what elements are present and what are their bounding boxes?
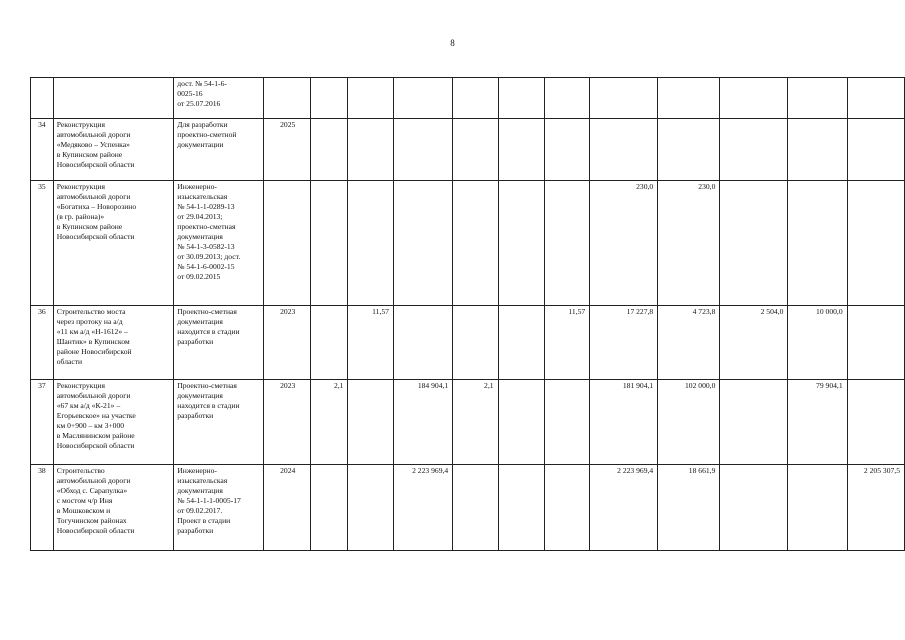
object-name-cell: Строительство автомобильной дороги «Обход с. Сарапулка» с мостом ч/р Иня в Мошковском и Тогучинском районах Новосибирской области — [53, 465, 174, 551]
value-cell — [720, 181, 788, 306]
object-name-cell: Реконструкция автомобильной дороги «Медяково – Успенка» в Купинском районе Новосибирской области — [53, 119, 174, 181]
value-cell: 2 205 307,5 — [847, 465, 904, 551]
value-cell: 181 904,1 — [590, 380, 658, 465]
value-cell — [348, 78, 394, 119]
value-cell — [658, 78, 720, 119]
value-cell: 2,1 — [453, 380, 498, 465]
page-number: 8 — [450, 38, 455, 48]
value-cell — [348, 465, 394, 551]
value-cell: 2 223 969,4 — [393, 465, 452, 551]
year-cell — [264, 181, 310, 306]
value-cell — [658, 119, 720, 181]
value-cell — [348, 181, 394, 306]
object-name-cell: Реконструкция автомобильной дороги «Богатиха – Новорозино (в гр. района)» в Купинском районе Новосибирской области — [53, 181, 174, 306]
value-cell: 11,57 — [544, 306, 590, 380]
value-cell — [544, 465, 590, 551]
value-cell — [788, 465, 847, 551]
value-cell — [720, 119, 788, 181]
value-cell — [720, 78, 788, 119]
table-row — [31, 465, 905, 551]
value-cell — [544, 78, 590, 119]
value-cell — [310, 306, 348, 380]
value-cell — [544, 181, 590, 306]
row-number-cell: 36 — [31, 306, 54, 380]
documentation-cell: Проектно-сметная документация находится в стадии разработки — [174, 306, 264, 380]
value-cell — [453, 465, 498, 551]
value-cell — [498, 119, 544, 181]
value-cell — [498, 306, 544, 380]
value-cell — [310, 119, 348, 181]
value-cell — [590, 119, 658, 181]
value-cell — [788, 78, 847, 119]
value-cell — [847, 78, 904, 119]
year-cell: 2024 — [264, 465, 310, 551]
value-cell — [788, 119, 847, 181]
value-cell — [544, 380, 590, 465]
table-row — [31, 380, 905, 465]
value-cell: 4 723,8 — [658, 306, 720, 380]
value-cell — [544, 119, 590, 181]
value-cell: 2,1 — [310, 380, 348, 465]
value-cell: 102 000,0 — [658, 380, 720, 465]
documentation-cell: Для разработки проектно-сметной документации — [174, 119, 264, 181]
object-name-cell: Реконструкция автомобильной дороги «67 км а/д «К-21» – Егорьевское» на участке км 0+900 – км 3+000 в Маслянинском районе Новосибирской области — [53, 380, 174, 465]
value-cell — [847, 306, 904, 380]
row-number-cell — [31, 78, 54, 119]
row-number-cell: 34 — [31, 119, 54, 181]
value-cell — [393, 119, 452, 181]
row-number-cell: 38 — [31, 465, 54, 551]
object-name-cell: Строительство моста через протоку на а/д «11 км а/д «Н-1612» – Шантик» в Купинском районе Новосибирской области — [53, 306, 174, 380]
value-cell — [393, 78, 452, 119]
value-cell — [348, 380, 394, 465]
value-cell — [453, 119, 498, 181]
value-cell: 18 661,9 — [658, 465, 720, 551]
documentation-cell: Проектно-сметная документация находится в стадии разработки — [174, 380, 264, 465]
row-number-cell: 37 — [31, 380, 54, 465]
value-cell — [498, 181, 544, 306]
value-cell — [453, 181, 498, 306]
documentation-cell: дост. № 54-1-6- 0025-16 от 25.07.2016 — [174, 78, 264, 119]
value-cell: 230,0 — [658, 181, 720, 306]
value-cell — [720, 380, 788, 465]
value-cell: 230,0 — [590, 181, 658, 306]
value-cell — [847, 119, 904, 181]
value-cell: 184 904,1 — [393, 380, 452, 465]
object-name-cell — [53, 78, 174, 119]
value-cell — [590, 78, 658, 119]
year-cell: 2025 — [264, 119, 310, 181]
value-cell — [310, 465, 348, 551]
value-cell — [788, 181, 847, 306]
value-cell — [498, 380, 544, 465]
value-cell: 11,57 — [348, 306, 394, 380]
value-cell — [393, 181, 452, 306]
value-cell — [453, 78, 498, 119]
table-row — [31, 181, 905, 306]
value-cell: 17 227,8 — [590, 306, 658, 380]
value-cell — [310, 78, 348, 119]
value-cell — [393, 306, 452, 380]
value-cell — [847, 181, 904, 306]
projects-table — [30, 77, 905, 551]
value-cell — [348, 119, 394, 181]
value-cell — [310, 181, 348, 306]
value-cell — [498, 78, 544, 119]
value-cell: 79 904,1 — [788, 380, 847, 465]
table-row — [31, 78, 905, 119]
year-cell: 2023 — [264, 306, 310, 380]
row-number-cell: 35 — [31, 181, 54, 306]
table-row — [31, 306, 905, 380]
value-cell — [453, 306, 498, 380]
documentation-cell: Инженерно- изыскательская № 54-1-1-0289-13 от 29.04.2013; проектно-сметная документация № 54-1-3-0582-13 от 30.09.2013; дост. № 54-1-6-0002-15 от 09.02.2015 — [174, 181, 264, 306]
documentation-cell: Инженерно- изыскательская документация № 54-1-1-1-0005-17 от 09.02.2017. Проект в стадии разработки — [174, 465, 264, 551]
value-cell — [720, 465, 788, 551]
value-cell: 10 000,0 — [788, 306, 847, 380]
value-cell — [498, 465, 544, 551]
value-cell: 2 504,0 — [720, 306, 788, 380]
table-row — [31, 119, 905, 181]
value-cell: 2 223 969,4 — [590, 465, 658, 551]
year-cell: 2023 — [264, 380, 310, 465]
value-cell — [847, 380, 904, 465]
year-cell — [264, 78, 310, 119]
